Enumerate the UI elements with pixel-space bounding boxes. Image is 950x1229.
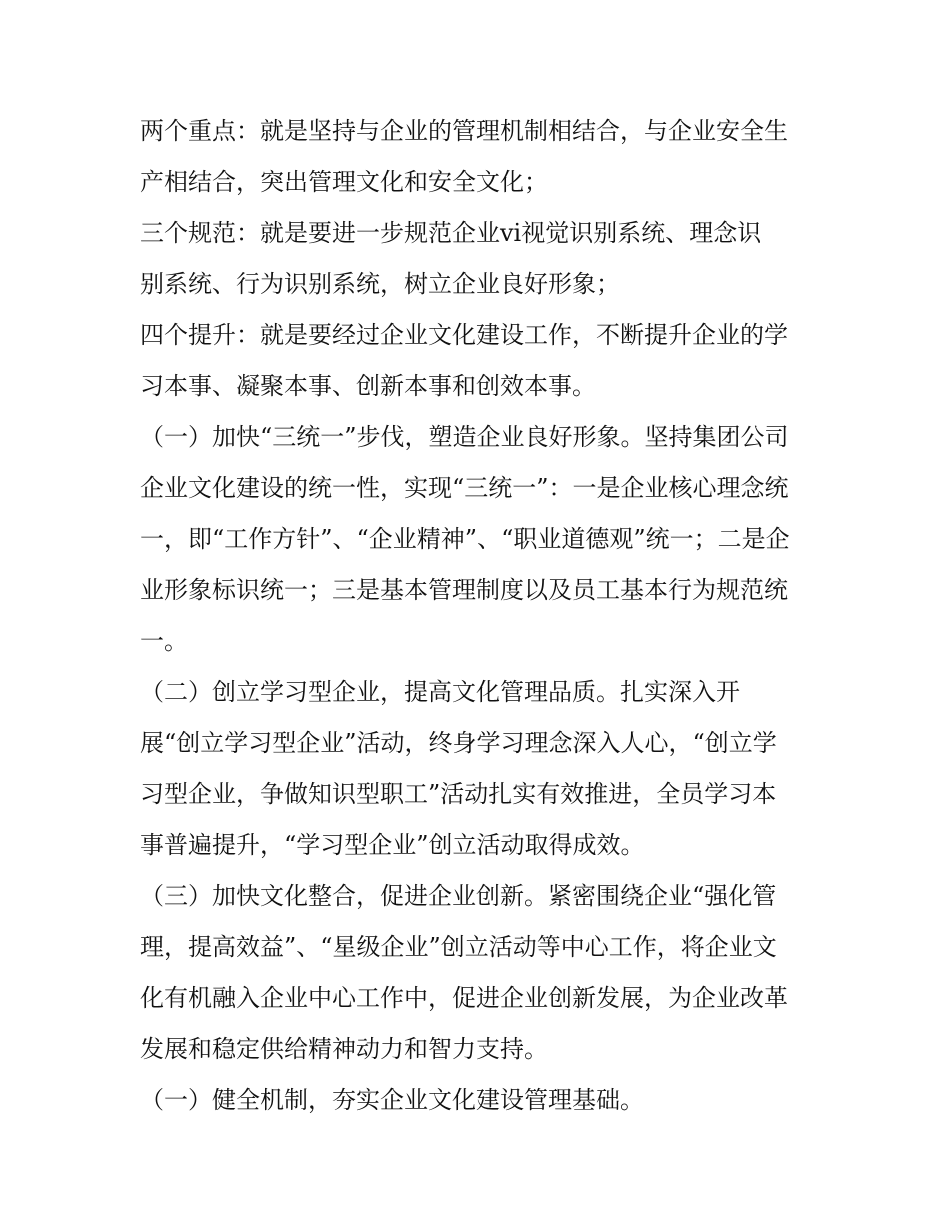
text-line: 发展和稳定供给精神动力和智力支持。 xyxy=(140,1035,548,1063)
text-line: 理，提高效益”、“星级企业”创立活动等中心工作，将企业文 xyxy=(140,933,777,961)
document-body xyxy=(140,106,820,1126)
text-line: 事普遍提升，“学习型企业”创立活动取得成效。 xyxy=(140,831,645,859)
text-line: 企业文化建设的统一性，实现“三统一”：一是企业核心理念统 xyxy=(140,474,789,502)
text-line: （一）健全机制，夯实企业文化建设管理基础。 xyxy=(140,1086,644,1114)
text-line: 三个规范：就是要进一步规范企业vi视觉识别系统、理念识 xyxy=(140,219,762,247)
text-line: 习本事、凝聚本事、创新本事和创效本事。 xyxy=(140,372,596,400)
text-line: 一，即“工作方针”、“企业精神”、“职业道德观”统一；二是企 xyxy=(140,525,790,553)
text-line: 习型企业，争做知识型职工”活动扎实有效推进，全员学习本 xyxy=(140,780,777,808)
text-line: 两个重点：就是坚持与企业的管理机制相结合，与企业安全生 xyxy=(140,117,788,145)
text-line: （一）加快“三统一”步伐，塑造企业良好形象。坚持集团公司 xyxy=(140,423,789,451)
text-line: 四个提升：就是要经过企业文化建设工作，不断提升企业的学 xyxy=(140,321,788,349)
text-line: 化有机融入企业中心工作中，促进企业创新发展，为企业改革 xyxy=(140,984,788,1012)
text-line: 别系统、行为识别系统，树立企业良好形象； xyxy=(140,270,620,298)
text-line: （二）创立学习型企业，提高文化管理品质。扎实深入开 xyxy=(140,678,740,706)
text-line: 一。 xyxy=(140,627,188,655)
text-line: 产相结合，突出管理文化和安全文化； xyxy=(140,168,548,196)
text-line: 展“创立学习型企业”活动，终身学习理念深入人心，“创立学 xyxy=(140,729,777,757)
text-line: （三）加快文化整合，促进企业创新。紧密围绕企业“强化管 xyxy=(140,882,777,910)
text-line: 业形象标识统一；三是基本管理制度以及员工基本行为规范统 xyxy=(140,576,788,604)
